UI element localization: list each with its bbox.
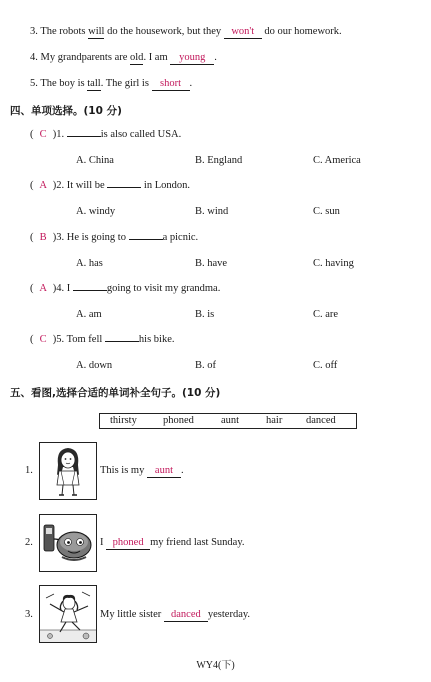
question-blank[interactable] [107,187,141,188]
sentence-5: 5. The boy is tall. The girl is short . [30,78,193,89]
section-4-title: 四、单项选择。(10 分) [10,105,122,117]
underlined-word: old [130,52,144,63]
answer-blank[interactable]: danced [164,609,208,622]
section-5-title: 五、看图,选择合适的单词补全句子。(10 分) [10,387,221,399]
girl-portrait-icon [39,442,97,500]
question-4: ( A )4. I going to visit my grandma. [30,283,221,294]
answer-letter[interactable]: A [39,283,47,294]
option-a[interactable]: A. has [76,258,103,269]
picture-sentence-2: I phoned my friend last Sunday. [100,537,245,548]
question-5: ( C )5. Tom fell his bike. [30,334,175,345]
dancing-girl-icon [39,585,97,643]
answer-blank[interactable]: aunt [147,465,181,478]
option-c[interactable]: C. America [313,155,361,166]
word-bank-item: danced [306,415,336,426]
option-c[interactable]: C. are [313,309,339,320]
word-bank-item: thirsty [110,415,137,426]
question-blank[interactable] [105,341,139,342]
sentence-3: 3. The robots will do the housework, but they won't do our homework. [30,26,342,37]
picture-sentence-3: My little sister danced yesterday. [100,609,251,620]
answer-blank[interactable]: short [152,78,190,91]
answer-blank[interactable]: young [170,52,214,65]
option-c[interactable]: C. off [313,360,338,371]
option-a[interactable]: A. down [76,360,113,371]
word-bank-item: phoned [163,415,194,426]
sentence-4: 4. My grandparents are old. I am young . [30,52,217,63]
page-footer: WY4(下) [196,660,235,671]
word-bank-item: aunt [221,415,240,426]
item-number: 1. [25,465,33,476]
item-number: 3. [25,609,33,620]
underlined-word: will [88,26,105,37]
option-b[interactable]: B. have [195,258,228,269]
option-c[interactable]: C. sun [313,206,340,217]
item-number: 2. [25,537,33,548]
option-a[interactable]: A. windy [76,206,116,217]
telephone-icon [39,514,97,572]
option-b[interactable]: B. wind [195,206,229,217]
option-a[interactable]: A. China [76,155,114,166]
question-blank[interactable] [67,136,101,137]
answer-letter[interactable]: B [39,232,47,243]
question-1: ( C )1. is also called USA. [30,129,182,140]
question-2: ( A )2. It will be in London. [30,180,191,191]
option-b[interactable]: B. is [195,309,215,320]
underlined-word: tall [87,78,101,89]
picture-sentence-1: This is my aunt . [100,465,184,476]
answer-blank[interactable]: won't [224,26,262,39]
option-c[interactable]: C. having [313,258,354,269]
answer-letter[interactable]: C [39,129,47,140]
answer-blank[interactable]: phoned [106,537,150,550]
option-a[interactable]: A. am [76,309,102,320]
question-3: ( B )3. He is going to a picnic. [30,232,199,243]
option-b[interactable]: B. England [195,155,243,166]
question-blank[interactable] [129,239,163,240]
option-b[interactable]: B. of [195,360,216,371]
answer-letter[interactable]: C [39,334,47,345]
question-blank[interactable] [73,290,107,291]
word-bank [99,413,357,429]
word-bank-item: hair [266,415,283,426]
answer-letter[interactable]: A [39,180,47,191]
